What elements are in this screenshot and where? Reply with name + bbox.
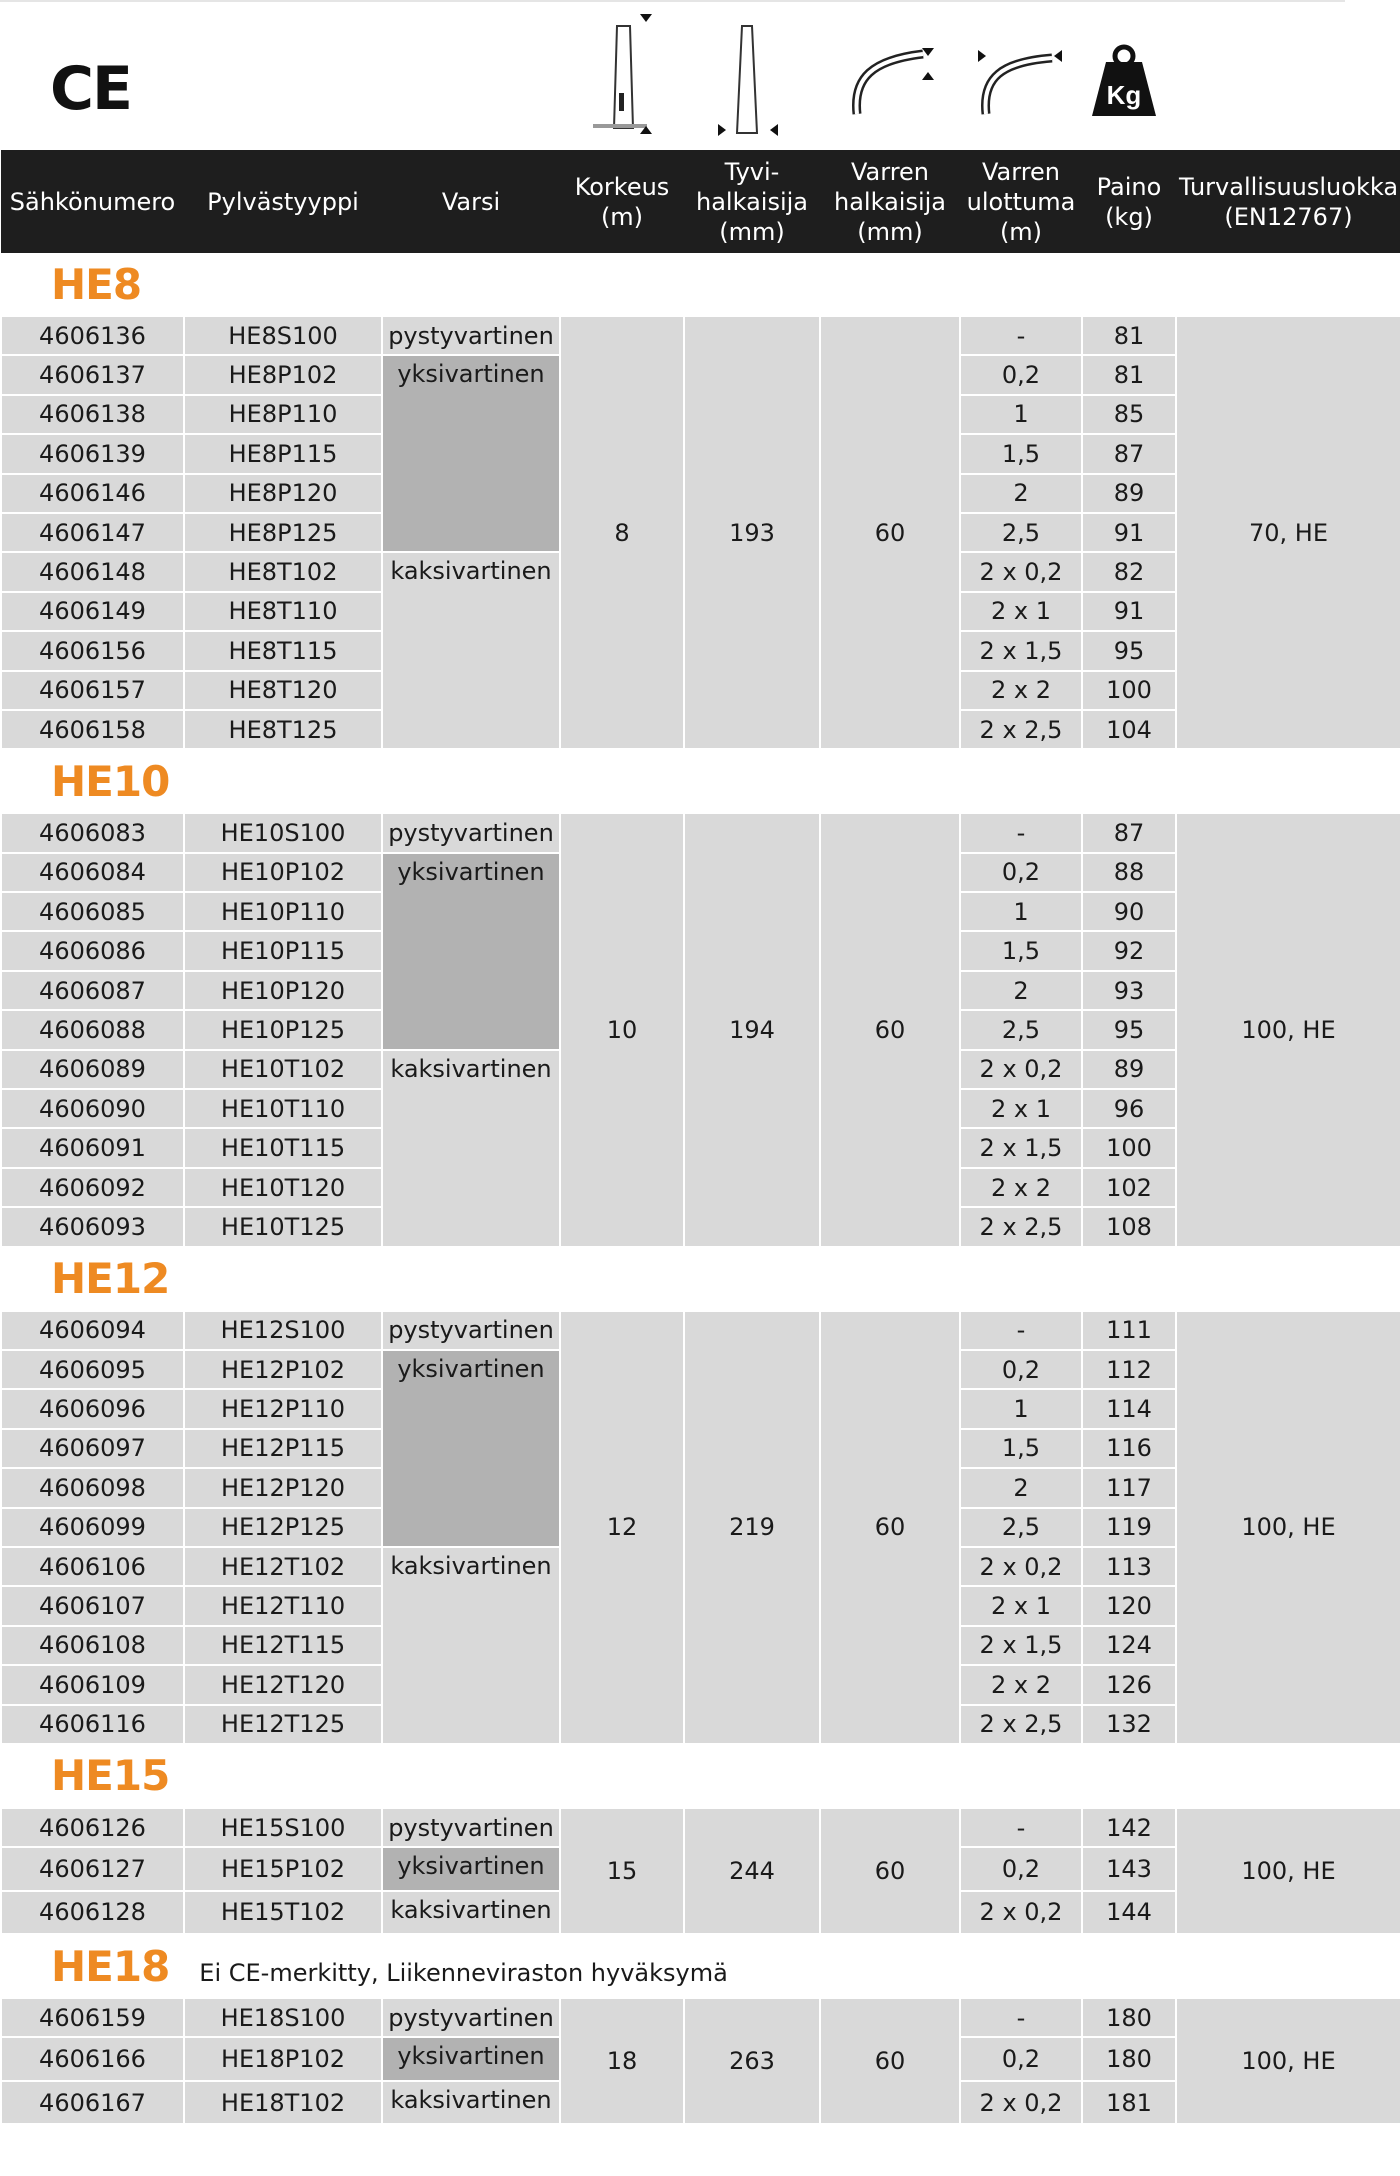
cell-weight: 88: [1082, 853, 1176, 892]
cell-electrical-number: 4606099: [1, 1508, 184, 1547]
group-name: HE8: [51, 259, 142, 309]
cell-safety-class: 100, HE: [1176, 1998, 1400, 2124]
cell-pole-type: HE18T102: [184, 2081, 382, 2124]
cell-weight: 117: [1082, 1468, 1176, 1507]
cell-electrical-number: 4606156: [1, 631, 184, 670]
cell-arm-reach: 1,5: [960, 434, 1082, 473]
arm-reach-icon: [978, 50, 1062, 114]
cell-weight: 181: [1082, 2081, 1176, 2124]
cell-weight: 114: [1082, 1389, 1176, 1428]
cell-electrical-number: 4606136: [1, 316, 184, 355]
cell-electrical-number: 4606138: [1, 395, 184, 434]
cell-electrical-number: 4606147: [1, 513, 184, 552]
group-name: HE10: [51, 756, 170, 806]
arm-diameter-icon: [856, 48, 934, 114]
cell-arm-reach: 2,5: [960, 513, 1082, 552]
cell-pole-type: HE10T125: [184, 1207, 382, 1246]
table-row: [1, 1311, 1400, 1350]
cell-pole-type: HE10T102: [184, 1050, 382, 1089]
cell-weight: 87: [1082, 813, 1176, 852]
cell-electrical-number: 4606127: [1, 1847, 184, 1890]
cell-pole-type: HE12P102: [184, 1350, 382, 1389]
cell-weight: 113: [1082, 1547, 1176, 1586]
cell-electrical-number: 4606106: [1, 1547, 184, 1586]
cell-pole-type: HE15P102: [184, 1847, 382, 1890]
cell-arm-reach: 2 x 1,5: [960, 1128, 1082, 1167]
cell-arm-reach: 2 x 0,2: [960, 1547, 1082, 1586]
cell-pole-type: HE8T102: [184, 552, 382, 591]
weight-icon: [1092, 47, 1156, 116]
cell-safety-class: 100, HE: [1176, 1808, 1400, 1934]
col-header-base-diameter: Tyvi- halkaisija (mm): [684, 150, 820, 253]
cell-weight: 100: [1082, 1128, 1176, 1167]
cell-arm-reach: 0,2: [960, 853, 1082, 892]
cell-arm-reach: 1,5: [960, 1429, 1082, 1468]
cell-arm-reach: 2 x 2,5: [960, 1207, 1082, 1246]
cell-base-diameter: 244: [684, 1808, 820, 1934]
cell-pole-type: HE8P102: [184, 355, 382, 394]
table-row: [1, 813, 1400, 852]
cell-safety-class: 100, HE: [1176, 813, 1400, 1246]
col-header-safety-class: Turvallisuusluokka (EN12767): [1176, 150, 1400, 253]
cell-electrical-number: 4606089: [1, 1050, 184, 1089]
cell-weight: 92: [1082, 931, 1176, 970]
group-title-cell: [1, 1744, 1400, 1808]
header-icons: [0, 0, 1400, 150]
cell-weight: 89: [1082, 474, 1176, 513]
cell-arm-diameter: 60: [820, 1808, 960, 1934]
group-title-cell: [1, 1934, 1400, 1998]
cell-pole-type: HE18S100: [184, 1998, 382, 2037]
cell-pole-type: HE12P115: [184, 1429, 382, 1468]
cell-weight: 126: [1082, 1665, 1176, 1704]
cell-arm-type: pystyvartinen: [382, 1808, 560, 1847]
cell-arm-reach: 1: [960, 1389, 1082, 1428]
cell-arm-reach: 2: [960, 1468, 1082, 1507]
cell-arm-type: yksivartinen: [382, 1350, 560, 1547]
cell-weight: 89: [1082, 1050, 1176, 1089]
cell-electrical-number: 4606091: [1, 1128, 184, 1167]
cell-electrical-number: 4606126: [1, 1808, 184, 1847]
cell-arm-type: kaksivartinen: [382, 552, 560, 749]
col-header-arm-reach: Varren ulottuma (m): [960, 150, 1082, 253]
cell-pole-type: HE10P120: [184, 971, 382, 1010]
pole-height-icon: [593, 14, 652, 134]
cell-electrical-number: 4606139: [1, 434, 184, 473]
cell-electrical-number: 4606148: [1, 552, 184, 591]
cell-electrical-number: 4606088: [1, 1010, 184, 1049]
cell-weight: 96: [1082, 1089, 1176, 1128]
group-note: Ei CE-merkitty, Liikenneviraston hyväksymä: [199, 1958, 728, 1987]
cell-pole-type: HE8P115: [184, 434, 382, 473]
cell-arm-reach: -: [960, 316, 1082, 355]
cell-pole-type: HE10T120: [184, 1168, 382, 1207]
cell-weight: 82: [1082, 552, 1176, 591]
cell-electrical-number: 4606146: [1, 474, 184, 513]
cell-electrical-number: 4606085: [1, 892, 184, 931]
col-header-arm: Varsi: [382, 150, 560, 253]
cell-weight: 95: [1082, 1010, 1176, 1049]
cell-base-diameter: 194: [684, 813, 820, 1246]
cell-safety-class: 70, HE: [1176, 316, 1400, 749]
cell-weight: 90: [1082, 892, 1176, 931]
cell-arm-reach: 2 x 1,5: [960, 1626, 1082, 1665]
cell-arm-diameter: 60: [820, 1998, 960, 2124]
cell-arm-reach: 2 x 0,2: [960, 1050, 1082, 1089]
cell-electrical-number: 4606092: [1, 1168, 184, 1207]
cell-arm-reach: 1: [960, 892, 1082, 931]
cell-height: 10: [560, 813, 684, 1246]
cell-arm-type: yksivartinen: [382, 355, 560, 552]
cell-pole-type: HE8T125: [184, 710, 382, 749]
cell-pole-type: HE10P115: [184, 931, 382, 970]
cell-pole-type: HE12T110: [184, 1586, 382, 1625]
table-row: [1, 1998, 1400, 2037]
table-row: [1, 316, 1400, 355]
cell-arm-reach: -: [960, 813, 1082, 852]
cell-pole-type: HE12T120: [184, 1665, 382, 1704]
col-header-height: Korkeus (m): [560, 150, 684, 253]
cell-electrical-number: 4606095: [1, 1350, 184, 1389]
cell-electrical-number: 4606167: [1, 2081, 184, 2124]
cell-pole-type: HE8T110: [184, 592, 382, 631]
cell-arm-reach: 1: [960, 395, 1082, 434]
cell-electrical-number: 4606098: [1, 1468, 184, 1507]
pole-base-diameter-icon: [718, 26, 778, 136]
cell-electrical-number: 4606083: [1, 813, 184, 852]
group-name: HE15: [51, 1751, 170, 1801]
cell-height: 8: [560, 316, 684, 749]
cell-arm-reach: 0,2: [960, 2037, 1082, 2080]
cell-arm-type: pystyvartinen: [382, 1998, 560, 2037]
cell-arm-reach: 2 x 2: [960, 1665, 1082, 1704]
cell-pole-type: HE10T110: [184, 1089, 382, 1128]
cell-electrical-number: 4606149: [1, 592, 184, 631]
cell-electrical-number: 4606094: [1, 1311, 184, 1350]
cell-weight: 102: [1082, 1168, 1176, 1207]
cell-base-diameter: 219: [684, 1311, 820, 1744]
cell-arm-type: kaksivartinen: [382, 2081, 560, 2124]
cell-arm-reach: 2 x 0,2: [960, 2081, 1082, 2124]
cell-arm-reach: -: [960, 1311, 1082, 1350]
col-header-arm-diameter: Varren halkaisija (mm): [820, 150, 960, 253]
cell-pole-type: HE10P110: [184, 892, 382, 931]
cell-arm-reach: 0,2: [960, 1350, 1082, 1389]
cell-arm-diameter: 60: [820, 813, 960, 1246]
cell-electrical-number: 4606108: [1, 1626, 184, 1665]
cell-arm-reach: 2 x 0,2: [960, 552, 1082, 591]
group-title-cell: [1, 253, 1400, 316]
cell-arm-reach: 2,5: [960, 1010, 1082, 1049]
cell-pole-type: HE12P110: [184, 1389, 382, 1428]
cell-weight: 142: [1082, 1808, 1176, 1847]
cell-pole-type: HE12T115: [184, 1626, 382, 1665]
cell-pole-type: HE12T102: [184, 1547, 382, 1586]
cell-arm-reach: 2 x 2,5: [960, 710, 1082, 749]
cell-pole-type: HE12T125: [184, 1705, 382, 1744]
cell-pole-type: HE8T120: [184, 671, 382, 710]
cell-arm-reach: 0,2: [960, 1847, 1082, 1890]
cell-pole-type: HE8P110: [184, 395, 382, 434]
cell-electrical-number: 4606158: [1, 710, 184, 749]
cell-weight: 104: [1082, 710, 1176, 749]
cell-electrical-number: 4606086: [1, 931, 184, 970]
cell-arm-reach: 0,2: [960, 355, 1082, 394]
cell-weight: 116: [1082, 1429, 1176, 1468]
cell-weight: 180: [1082, 2037, 1176, 2080]
cell-arm-reach: 2 x 2: [960, 671, 1082, 710]
cell-electrical-number: 4606128: [1, 1891, 184, 1934]
cell-arm-type: yksivartinen: [382, 2037, 560, 2080]
cell-pole-type: HE10P102: [184, 853, 382, 892]
cell-arm-reach: 1,5: [960, 931, 1082, 970]
cell-weight: 124: [1082, 1626, 1176, 1665]
cell-arm-reach: 2 x 1,5: [960, 631, 1082, 670]
cell-weight: 85: [1082, 395, 1176, 434]
cell-weight: 180: [1082, 1998, 1176, 2037]
cell-electrical-number: 4606090: [1, 1089, 184, 1128]
cell-arm-reach: 2 x 2: [960, 1168, 1082, 1207]
cell-base-diameter: 193: [684, 316, 820, 749]
cell-weight: 143: [1082, 1847, 1176, 1890]
cell-arm-type: kaksivartinen: [382, 1891, 560, 1934]
cell-pole-type: HE10S100: [184, 813, 382, 852]
cell-weight: 111: [1082, 1311, 1176, 1350]
cell-pole-type: HE8T115: [184, 631, 382, 670]
group-title-cell: [1, 1247, 1400, 1311]
cell-arm-reach: 2 x 1: [960, 1586, 1082, 1625]
cell-arm-diameter: 60: [820, 316, 960, 749]
cell-arm-reach: 2 x 2,5: [960, 1705, 1082, 1744]
group-header: [1, 1247, 1400, 1311]
cell-weight: 81: [1082, 316, 1176, 355]
group-header: [1, 1744, 1400, 1808]
cell-electrical-number: 4606157: [1, 671, 184, 710]
cell-arm-type: pystyvartinen: [382, 316, 560, 355]
cell-arm-type: kaksivartinen: [382, 1050, 560, 1247]
col-header-pole-type: Pylvästyyppi: [184, 150, 382, 253]
group-name: HE18: [51, 1941, 170, 1991]
cell-electrical-number: 4606097: [1, 1429, 184, 1468]
cell-arm-reach: 2 x 0,2: [960, 1891, 1082, 1934]
cell-pole-type: HE8S100: [184, 316, 382, 355]
table-row: [1, 1808, 1400, 1847]
cell-weight: 91: [1082, 513, 1176, 552]
cell-arm-reach: 2 x 1: [960, 1089, 1082, 1128]
icon-strip: [0, 0, 1400, 150]
cell-weight: 132: [1082, 1705, 1176, 1744]
cell-arm-diameter: 60: [820, 1311, 960, 1744]
cell-height: 12: [560, 1311, 684, 1744]
cell-arm-type: yksivartinen: [382, 853, 560, 1050]
group-header: [1, 253, 1400, 316]
cell-arm-reach: 2: [960, 474, 1082, 513]
cell-weight: 120: [1082, 1586, 1176, 1625]
cell-electrical-number: 4606084: [1, 853, 184, 892]
group-header: [1, 749, 1400, 813]
cell-pole-type: HE12P125: [184, 1508, 382, 1547]
cell-weight: 91: [1082, 592, 1176, 631]
cell-electrical-number: 4606166: [1, 2037, 184, 2080]
cell-arm-reach: 2: [960, 971, 1082, 1010]
group-name: HE12: [51, 1254, 170, 1304]
ce-mark: CE: [50, 54, 132, 124]
cell-pole-type: HE12S100: [184, 1311, 382, 1350]
cell-weight: 93: [1082, 971, 1176, 1010]
group-title-cell: [1, 749, 1400, 813]
cell-pole-type: HE15T102: [184, 1891, 382, 1934]
cell-electrical-number: 4606137: [1, 355, 184, 394]
cell-electrical-number: 4606087: [1, 971, 184, 1010]
cell-pole-type: HE18P102: [184, 2037, 382, 2080]
cell-electrical-number: 4606116: [1, 1705, 184, 1744]
cell-weight: 144: [1082, 1891, 1176, 1934]
cell-arm-type: kaksivartinen: [382, 1547, 560, 1744]
cell-weight: 108: [1082, 1207, 1176, 1246]
cell-weight: 100: [1082, 671, 1176, 710]
cell-arm-reach: -: [960, 1998, 1082, 2037]
weight-icon-label: Kg: [1106, 80, 1142, 110]
cell-pole-type: HE10P125: [184, 1010, 382, 1049]
cell-height: 18: [560, 1998, 684, 2124]
pole-spec-table: [0, 150, 1400, 2125]
cell-arm-reach: 2,5: [960, 1508, 1082, 1547]
cell-arm-type: pystyvartinen: [382, 813, 560, 852]
cell-weight: 87: [1082, 434, 1176, 473]
cell-pole-type: HE15S100: [184, 1808, 382, 1847]
cell-safety-class: 100, HE: [1176, 1311, 1400, 1744]
cell-pole-type: HE10T115: [184, 1128, 382, 1167]
cell-electrical-number: 4606159: [1, 1998, 184, 2037]
col-header-electrical-number: Sähkönumero: [1, 150, 184, 253]
cell-electrical-number: 4606096: [1, 1389, 184, 1428]
col-header-weight: Paino (kg): [1082, 150, 1176, 253]
cell-weight: 112: [1082, 1350, 1176, 1389]
cell-pole-type: HE8P120: [184, 474, 382, 513]
cell-pole-type: HE8P125: [184, 513, 382, 552]
cell-electrical-number: 4606093: [1, 1207, 184, 1246]
cell-electrical-number: 4606107: [1, 1586, 184, 1625]
cell-arm-type: yksivartinen: [382, 1847, 560, 1890]
cell-arm-reach: -: [960, 1808, 1082, 1847]
cell-height: 15: [560, 1808, 684, 1934]
cell-electrical-number: 4606109: [1, 1665, 184, 1704]
cell-arm-reach: 2 x 1: [960, 592, 1082, 631]
cell-pole-type: HE12P120: [184, 1468, 382, 1507]
table-header: [1, 150, 1400, 253]
cell-arm-type: pystyvartinen: [382, 1311, 560, 1350]
cell-base-diameter: 263: [684, 1998, 820, 2124]
cell-weight: 119: [1082, 1508, 1176, 1547]
cell-weight: 95: [1082, 631, 1176, 670]
cell-weight: 81: [1082, 355, 1176, 394]
group-header: [1, 1934, 1400, 1998]
